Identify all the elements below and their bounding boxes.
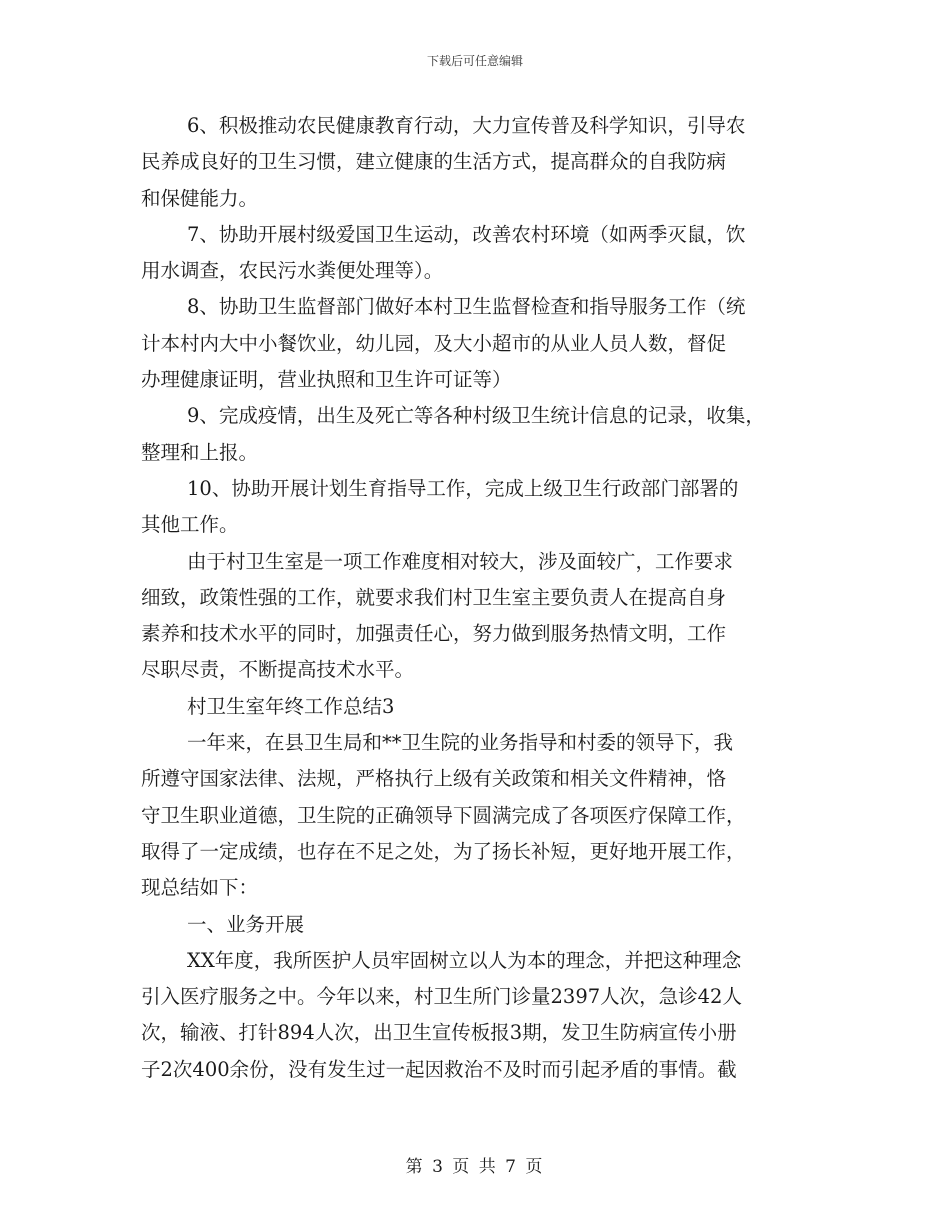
- text-line: 6、积极推动农民健康教育行动，大力宣传普及科学知识，引导农: [187, 114, 746, 137]
- text-line: 10、协助开展计划生育指导工作，完成上级卫生行政部门部署的: [187, 476, 739, 500]
- text-line: 引入医疗服务之中。今年以来，村卫生所门诊量2397人次，急诊42人: [141, 985, 742, 1009]
- paragraph: [141, 689, 821, 725]
- document-body: [141, 108, 821, 1088]
- text-line: 7、协助开展村级爱国卫生运动，改善农村环境（如两季灭鼠，饮: [187, 222, 746, 246]
- paragraph: [141, 725, 821, 906]
- paragraph: [141, 217, 821, 290]
- text-line: 9、完成疫情，出生及死亡等各种村级卫生统计信息的记录，收集，: [187, 404, 765, 428]
- text-line: 素养和技术水平的同时，加强责任心，努力做到服务热情文明，工作: [141, 622, 727, 646]
- text-line: 民养成良好的卫生习惯，建立健康的生活方式，提高群众的自我防病: [141, 150, 727, 174]
- text-line: 尽职尽责，不断提高技术水平。: [141, 658, 415, 682]
- page-header: 下载后可任意编辑: [426, 54, 523, 68]
- text-line: 用水调查，农民污水粪便处理等）。: [141, 259, 444, 283]
- page-footer: 第 3 页 共 7 页: [405, 1157, 545, 1177]
- text-line: 由于村卫生室是一项工作难度相对较大，涉及面较广，工作要求: [187, 549, 734, 573]
- paragraph: [141, 108, 821, 217]
- paragraph: [141, 544, 821, 689]
- text-line: 整理和上报。: [141, 440, 259, 464]
- paragraph: [141, 907, 821, 943]
- text-line: 现总结如下：: [141, 876, 259, 900]
- paragraph: [141, 289, 821, 398]
- text-line: 取得了一定成绩，也存在不足之处，为了扬长补短，更好地开展工作，: [141, 839, 746, 863]
- text-line: 村卫生室年终工作总结3: [187, 694, 395, 718]
- paragraph: [141, 398, 821, 471]
- paragraph: [141, 943, 821, 1088]
- text-line: 细致，政策性强的工作，就要求我们村卫生室主要负责人在提高自身: [141, 585, 727, 609]
- text-line: 子2次400余份，没有发生过一起因救治不及时而引起矛盾的事情。截: [141, 1057, 737, 1081]
- text-line: XX年度，我所医护人员牢固树立以人为本的理念，并把这种理念: [187, 948, 742, 972]
- text-line: 办理健康证明，营业执照和卫生许可证等）: [141, 368, 512, 392]
- text-line: 所遵守国家法律、法规，严格执行上级有关政策和相关文件精神，恪: [141, 767, 727, 791]
- text-line: 一年来，在县卫生局和**卫生院的业务指导和村委的领导下，我: [187, 731, 734, 755]
- paragraph: [141, 471, 821, 544]
- text-line: 次，输液、打针894人次，出卫生宣传板报3期，发卫生防病宣传小册: [141, 1021, 737, 1045]
- text-line: 8、协助卫生监督部门做好本村卫生监督检查和指导服务工作（统: [187, 295, 746, 319]
- text-line: 和保健能力。: [141, 186, 259, 210]
- text-line: 守卫生职业道德，卫生院的正确领导下圆满完成了各项医疗保障工作，: [141, 803, 746, 827]
- text-line: 其他工作。: [141, 513, 239, 537]
- text-line: 计本村内大中小餐饮业，幼儿园，及大小超市的从业人员人数，督促: [141, 331, 727, 355]
- text-line: 一、业务开展: [187, 912, 305, 936]
